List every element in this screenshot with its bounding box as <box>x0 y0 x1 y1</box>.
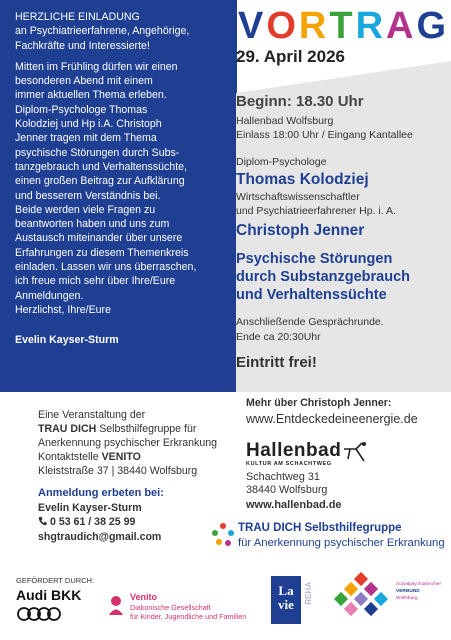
registration-phone[interactable] <box>38 515 135 529</box>
greeting-line: HERZLICHE EINLADUNG <box>15 11 140 23</box>
title-letter: R <box>298 5 330 47</box>
organizer-address: Kleiststraße 37 | 38440 Wolfsburg <box>38 465 198 477</box>
greeting-line: Fachkräfte und Interessierte! <box>15 39 150 52</box>
lavie-text: La vie <box>278 583 297 612</box>
reha-text: REHA <box>304 582 313 605</box>
registration-heading: Anmeldung erbeten bei: <box>38 487 164 499</box>
hallenbad-logo-text: Hallenbad <box>246 440 342 461</box>
title-vortrag <box>238 6 449 46</box>
body-line: Austausch miteinander über unsere <box>15 232 183 245</box>
contact-prefix: Kontaktstelle <box>38 451 102 463</box>
org-rest: Selbsthilfegruppe für <box>96 423 197 435</box>
body-line: Mitten im Frühling dürfen wir einen <box>15 60 178 73</box>
hallenbad-url[interactable]: www.hallenbad.de <box>246 499 342 511</box>
body-line: beantworten haben und uns zum <box>15 218 170 231</box>
lavie-logo <box>271 576 301 624</box>
topic-line: und Verhaltenssüchte <box>236 287 387 303</box>
invitation-body <box>15 60 225 317</box>
venito-title: Venito <box>130 592 158 602</box>
body-line: Beide werden viele Fragen zu <box>15 203 156 216</box>
phone-icon <box>38 516 47 526</box>
hallenbad-logo <box>246 441 341 467</box>
greeting <box>15 10 225 53</box>
diver-icon <box>342 439 368 465</box>
contact-point <box>38 450 141 464</box>
body-line: besonderen Abend mit einem <box>15 75 153 88</box>
body-line: Anmeldungen. <box>15 289 84 302</box>
organizer-intro: Eine Veranstaltung der <box>38 409 146 421</box>
verbund-logo-icon <box>330 572 392 624</box>
verbund-line: Wolfsburg <box>396 596 418 601</box>
trau-dich-line2: für Anerkennung psychischer Erkrankung <box>238 537 445 549</box>
body-line: und besserem Verständnis bei. <box>15 189 161 202</box>
body-line: immer aktuellen Thema erleben. <box>15 89 167 102</box>
body-line: Erfahrungen zu diesem Themenkreis <box>15 246 189 259</box>
speaker2-role: Wirtschaftswissenschaftler <box>236 191 360 203</box>
event-date: 29. April 2026 <box>236 47 345 66</box>
venito-line: Diakonische Gesellschaft <box>130 603 211 612</box>
phone-number: 0 53 61 / 38 25 99 <box>50 516 136 528</box>
title-letter: T <box>329 5 356 47</box>
speaker2-name: Christoph Jenner <box>236 222 365 239</box>
body-line: tanzgebrauch und Verhaltenssüchte, <box>15 160 187 173</box>
more-info-link[interactable]: www.Entdeckedeineenergie.de <box>246 412 418 426</box>
org-bold: TRAU DICH <box>38 423 97 435</box>
body-line: ich freue mich sehr über Ihre/Eure <box>15 275 176 288</box>
free-entry: Eintritt frei! <box>236 354 317 371</box>
hallenbad-city: 38440 Wolfsburg <box>246 484 328 496</box>
venue: Hallenbad Wolfsburg <box>236 115 334 127</box>
more-info-heading: Mehr über Christoph Jenner: <box>246 397 392 409</box>
body-line: Diplom-Psychologe Thomas <box>15 103 148 116</box>
sponsor-footer <box>0 568 451 640</box>
signature: Evelin Kayser-Sturm <box>15 334 119 347</box>
sponsor-label: GEFÖRDERT DURCH: <box>16 576 95 585</box>
body-line: psychische Störungen durch Subs- <box>15 146 180 159</box>
topic-line: Psychische Störungen <box>236 251 393 267</box>
people-icon <box>210 522 236 548</box>
verbund-line: VERBUND <box>396 589 420 594</box>
venito-line: für Kinder, Jugendliche und Familien <box>130 612 247 621</box>
start-time: Beginn: 18.30 Uhr <box>236 93 364 110</box>
entry-info: Einlass 18:00 Uhr / Eingang Kantallee <box>236 129 413 141</box>
followup: Ende ca 20:30Uhr <box>236 331 321 343</box>
verbund-line: Sozialpsychiatrischer <box>396 582 442 587</box>
title-letter: O <box>266 5 299 47</box>
venito-icon <box>106 594 126 616</box>
greeting-line: an Psychiatrieerfahrene, Angehörige, <box>15 25 190 38</box>
body-line: einen großen Beitrag zur Aufklärung <box>15 175 185 188</box>
organizer-name <box>38 422 196 436</box>
body-line: einladen. Lassen wir uns überraschen, <box>15 261 197 274</box>
speaker1-name: Thomas Kolodziej <box>236 171 369 188</box>
audi-bkk-logo: Audi BKK <box>16 587 82 603</box>
organizer-line: Anerkennung psychischer Erkrankung <box>38 437 218 449</box>
body-line: Jenner tragen mit dem Thema <box>15 132 157 145</box>
title-letter: A <box>386 5 417 47</box>
registration-email[interactable]: shgtraudich@gmail.com <box>38 531 162 543</box>
topic-line: durch Substanzgebrauch <box>236 269 411 285</box>
title-letter: R <box>355 5 387 47</box>
contact-bold: VENITO <box>101 451 141 463</box>
followup: Anschließende Gesprächrunde. <box>236 316 384 328</box>
trau-dich-line1: TRAU DICH Selbsthilfegruppe <box>238 522 402 534</box>
invitation-text <box>15 10 225 348</box>
title-letter: G <box>416 5 450 47</box>
audi-rings-icon <box>16 606 62 622</box>
title-letter: V <box>238 5 267 47</box>
hallenbad-logo-sub: KULTUR AM SCHACHTWEG <box>246 461 332 467</box>
registration-name: Evelin Kayser-Sturm <box>38 502 142 514</box>
hallenbad-street: Schachtweg 31 <box>246 471 320 483</box>
speaker2-role: und Psychiatrieerfahrener Hp. i. A. <box>236 205 396 217</box>
speaker1-role: Diplom-Psychologe <box>236 156 327 168</box>
body-line: Herzlichst, Ihre/Eure <box>15 303 111 316</box>
body-line: Kolodziej und Hp i.A. Christoph <box>15 118 162 131</box>
